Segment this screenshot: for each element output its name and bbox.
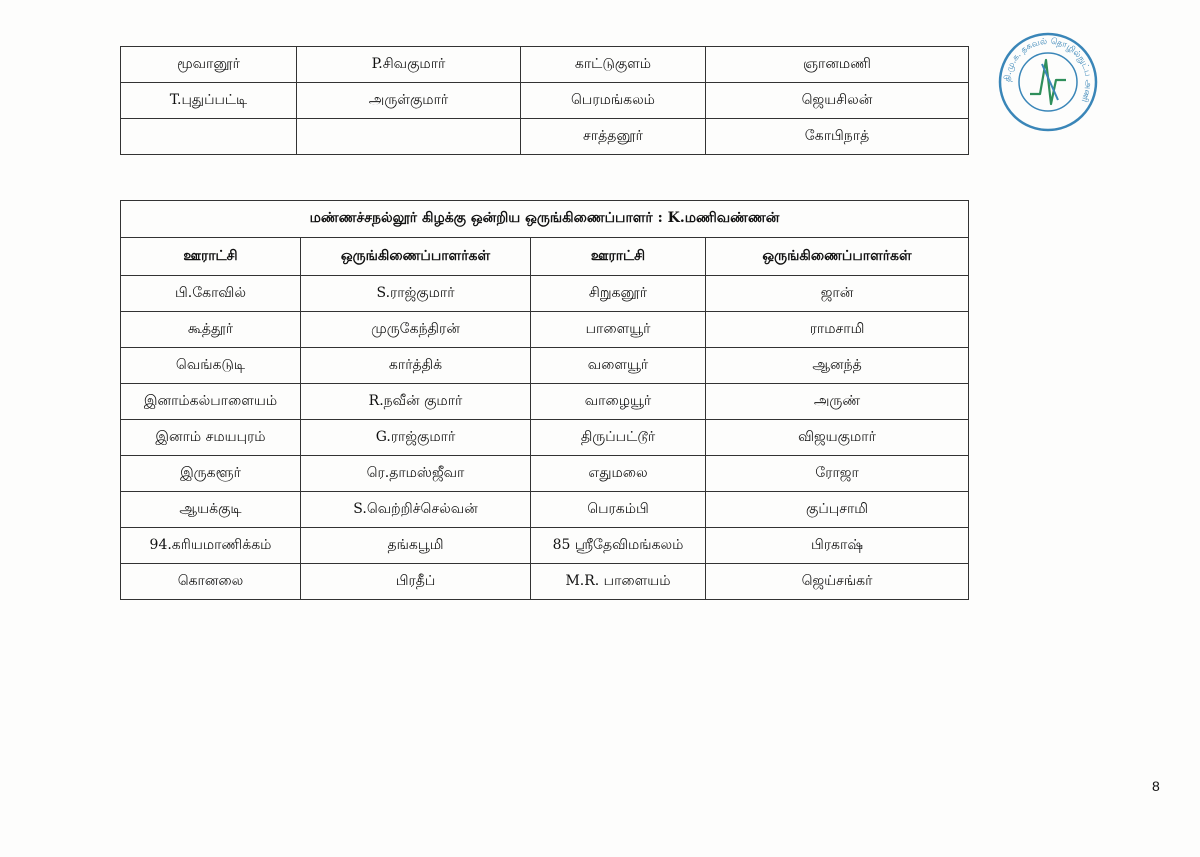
- table-cell: 94.கரியமாணிக்கம்: [121, 528, 301, 564]
- table-cell: மூவானூர்: [121, 47, 297, 83]
- table-cell: காட்டுகுளம்: [521, 47, 706, 83]
- table-cell: ஞானமணி: [706, 47, 969, 83]
- table-cell: கூத்தூர்: [121, 312, 301, 348]
- table-cell: அருள்குமார்: [297, 83, 521, 119]
- table-row: [121, 312, 969, 348]
- table-header-row: [121, 238, 969, 276]
- table-cell: T.புதுப்பட்டி: [121, 83, 297, 119]
- table-cell: கார்த்திக்: [301, 348, 531, 384]
- table-cell: பிரகாஷ்: [706, 528, 969, 564]
- table-row: [121, 276, 969, 312]
- table-cell: எதுமலை: [531, 456, 706, 492]
- table-cell: ரெ.தாமஸ்ஜீவா: [301, 456, 531, 492]
- table-row: [121, 420, 969, 456]
- table-row: [121, 384, 969, 420]
- table-cell: S.ராஜ்குமார்: [301, 276, 531, 312]
- table-cell: முருகேந்திரன்: [301, 312, 531, 348]
- table-cell: [297, 119, 521, 155]
- table-row: [121, 456, 969, 492]
- table-row: [121, 492, 969, 528]
- table-cell: இனாம் சமயபுரம்: [121, 420, 301, 456]
- column-header: ஊராட்சி: [121, 238, 301, 276]
- column-header: ஊராட்சி: [531, 238, 706, 276]
- table-cell: அருண்: [706, 384, 969, 420]
- table-row: [121, 47, 969, 83]
- table-cell: 85 ஸ்ரீதேவிமங்கலம்: [531, 528, 706, 564]
- table-cell: ஜான்: [706, 276, 969, 312]
- table-cell: பிரதீப்: [301, 564, 531, 600]
- table-cell: P.சிவகுமார்: [297, 47, 521, 83]
- table-cell: R.நவீன் குமார்: [301, 384, 531, 420]
- table-row: [121, 348, 969, 384]
- table-cell: விஜயகுமார்: [706, 420, 969, 456]
- table-row: [121, 83, 969, 119]
- organization-seal-icon: [996, 30, 1100, 134]
- table-cell: ஆயக்குடி: [121, 492, 301, 528]
- table-cell: கொனலை: [121, 564, 301, 600]
- table-cell: கோபிநாத்: [706, 119, 969, 155]
- table-cell: ஜெய்சங்கர்: [706, 564, 969, 600]
- column-header: ஒருங்கிணைப்பாளர்கள்: [706, 238, 969, 276]
- table-cell: [121, 119, 297, 155]
- table-cell: ரோஜா: [706, 456, 969, 492]
- table-title-row: [121, 201, 969, 238]
- table-cell: பெரகம்பி: [531, 492, 706, 528]
- table-row: [121, 564, 969, 600]
- table-row: [121, 119, 969, 155]
- table-cell: திருப்பட்டூர்: [531, 420, 706, 456]
- table-cell: இருகளூர்: [121, 456, 301, 492]
- table-cell: பெரமங்கலம்: [521, 83, 706, 119]
- page-number: 8: [1152, 778, 1160, 794]
- svg-text:தி.மு.க. தகவல் தொழில்நுட்ப அணி: தி.மு.க. தகவல் தொழில்நுட்ப அணி: [1002, 36, 1094, 104]
- mannachanallur-east-table: [120, 200, 969, 600]
- column-header: ஒருங்கிணைப்பாளர்கள்: [301, 238, 531, 276]
- table-cell: ராமசாமி: [706, 312, 969, 348]
- table-cell: ஜெயசிலன்: [706, 83, 969, 119]
- table-title: மண்ணச்சநல்லூர் கிழக்கு ஒன்றிய ஒருங்கிணைப்பாளர் : K.மணிவண்ணன்: [121, 201, 969, 238]
- table-cell: வளையூர்: [531, 348, 706, 384]
- table-row: [121, 528, 969, 564]
- table-cell: G.ராஜ்குமார்: [301, 420, 531, 456]
- table-cell: தங்கபூமி: [301, 528, 531, 564]
- table-cell: குப்புசாமி: [706, 492, 969, 528]
- table-cell: M.R. பாளையம்: [531, 564, 706, 600]
- table-cell: பாளையூர்: [531, 312, 706, 348]
- table-cell: பி.கோவில்: [121, 276, 301, 312]
- table-cell: சாத்தனூர்: [521, 119, 706, 155]
- table-cell: வாழையூர்: [531, 384, 706, 420]
- table-cell: சிறுகனூர்: [531, 276, 706, 312]
- table-cell: வெங்கடுடி: [121, 348, 301, 384]
- table-cell: S.வெற்றிச்செல்வன்: [301, 492, 531, 528]
- coordinators-table-continued: [120, 46, 969, 155]
- table-cell: இனாம்கல்பாளையம்: [121, 384, 301, 420]
- table-cell: ஆனந்த்: [706, 348, 969, 384]
